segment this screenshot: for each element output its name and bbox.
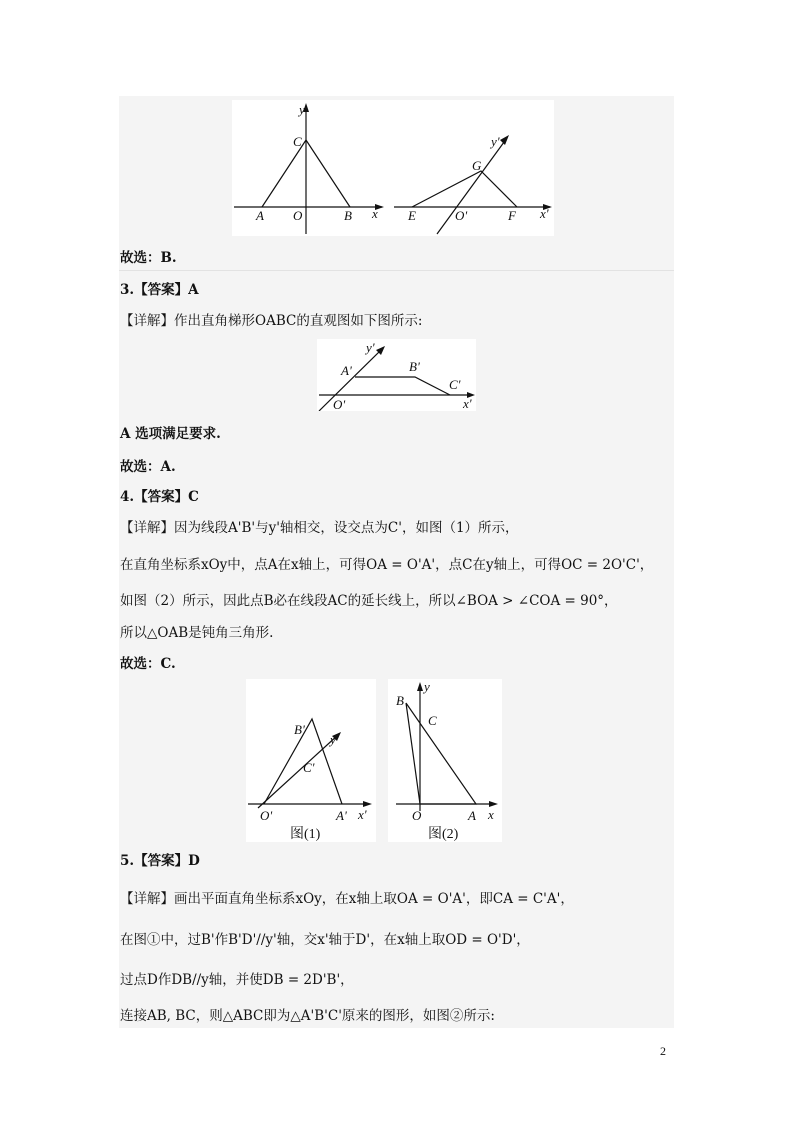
q3-detail: 【详解】作出直角梯形OABC的直观图如下图所示: xyxy=(120,313,423,329)
q3-conclusion: 故选：A. xyxy=(120,459,176,475)
label-y-prime: y' xyxy=(330,732,339,747)
label-O-prime: O' xyxy=(333,397,346,411)
q4-conclusion: 故选：C. xyxy=(120,656,176,672)
label-A-prime: A' xyxy=(341,363,352,378)
label-A: A xyxy=(468,808,476,823)
label-B: B xyxy=(396,693,404,708)
q2-conclusion: 故选：B. xyxy=(120,250,177,266)
label-x: x xyxy=(372,206,378,221)
label-B-prime: B' xyxy=(409,359,420,374)
label-O: O xyxy=(412,808,422,823)
page-number: 2 xyxy=(660,1044,666,1058)
figure-q2 xyxy=(232,100,554,236)
label-F: F xyxy=(508,208,516,223)
label-B-prime: B' xyxy=(294,722,305,737)
label-y-prime: y' xyxy=(366,340,375,355)
label-C-prime: C' xyxy=(449,377,461,392)
label-x: x xyxy=(488,807,494,822)
q4-line2: 在直角坐标系xOy中，点A在x轴上，可得OA = O'A'，点C在y轴上，可得OC = 2O'C'， xyxy=(120,557,654,573)
label-y-prime: y' xyxy=(491,134,500,149)
q5-answer-title: 5.【答案】D xyxy=(120,853,200,869)
label-G: G xyxy=(472,158,482,173)
divider xyxy=(119,270,674,271)
label-B: B xyxy=(344,208,352,223)
label-x-prime: x' xyxy=(540,206,549,221)
q5-line3: 过点D作DB//y轴，并使DB = 2D'B'， xyxy=(120,972,354,988)
label-C: C xyxy=(428,713,437,728)
figure-q3 xyxy=(317,339,476,411)
figure-q4-2 xyxy=(388,679,502,842)
label-O-prime: O' xyxy=(455,208,468,223)
q4-answer-title: 4.【答案】C xyxy=(120,489,199,505)
q4-line4: 所以△OAB是钝角三角形. xyxy=(120,625,274,641)
q3-answer-title: 3.【答案】A xyxy=(120,282,199,298)
q3-statement: A 选项满足要求. xyxy=(120,426,221,442)
q5-line1: 【详解】画出平面直角坐标系xOy，在x轴上取OA = O'A'，即CA = C'A'， xyxy=(120,891,574,907)
label-A: A xyxy=(256,208,264,223)
q5-line4: 连接AB, BC，则△ABC即为△A'B'C'原来的图形，如图②所示: xyxy=(120,1008,495,1024)
label-O-prime: O' xyxy=(260,808,273,823)
figure-q4-1 xyxy=(246,679,376,842)
label-E: E xyxy=(408,208,416,223)
label-A-prime: A' xyxy=(336,808,347,823)
label-y: y xyxy=(299,102,305,117)
label-C: C xyxy=(293,134,302,149)
label-y: y xyxy=(424,679,430,694)
label-C-prime: C' xyxy=(303,760,315,775)
label-O: O xyxy=(293,208,303,223)
figure-caption-1: 图(1) xyxy=(290,827,321,842)
q4-line3: 如图（2）所示，因此点B必在线段AC的延长线上，所以∠BOA > ∠COA = 90°， xyxy=(120,593,618,609)
q4-line1: 【详解】因为线段A'B'与y'轴相交，设交点为C'，如图（1）所示， xyxy=(120,520,519,536)
label-x-prime: x' xyxy=(463,396,472,411)
label-x-prime: x' xyxy=(358,807,367,822)
q5-line2: 在图①中，过B'作B'D'//y'轴，交x'轴于D'，在x轴上取OD = O'D'， xyxy=(120,932,530,948)
figure-caption-2: 图(2) xyxy=(428,827,459,842)
